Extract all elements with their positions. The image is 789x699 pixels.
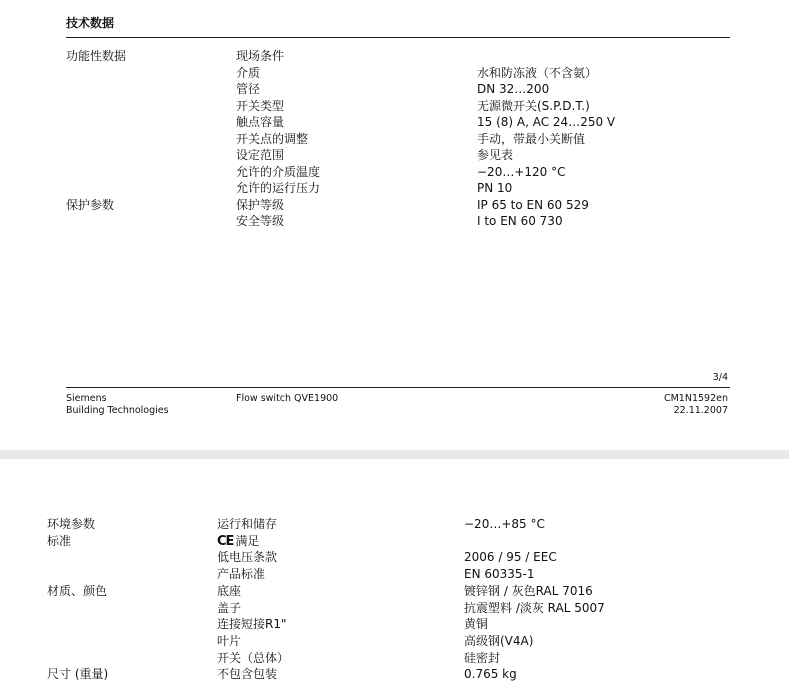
row-parameter (217, 533, 259, 550)
row-value: −20…+85 °C (464, 517, 545, 531)
ce-mark-icon: CE (217, 533, 234, 549)
row-value: 黄铜 (464, 617, 489, 632)
row-category: 环境参数 (47, 517, 96, 531)
row-parameter: 允许的运行压力 (236, 181, 321, 195)
row-value: 水和防冻液（不含氨） (477, 65, 598, 80)
document-page-2 (0, 459, 789, 699)
row-category: 尺寸 (重量) (47, 667, 109, 682)
row-value: 硅密封 (464, 650, 501, 665)
row-parameter: 不包含包装 (217, 667, 278, 682)
row-parameter: 管径 (236, 82, 261, 96)
title-divider (66, 37, 730, 38)
row-parameter: 保护等级 (236, 197, 285, 212)
row-parameter: 开关类型 (236, 98, 285, 113)
row-parameter: 设定范围 (236, 148, 285, 162)
row-parameter-text: 满足 (235, 533, 260, 548)
row-parameter: 产品标准 (217, 567, 266, 582)
row-value: 镀锌钢 / 灰色RAL 7016 (464, 583, 593, 598)
row-category: 功能性数据 (66, 49, 127, 63)
row-parameter: 低电压条款 (217, 550, 278, 565)
row-parameter: 允许的介质温度 (236, 164, 321, 179)
row-value: 无源微开关(S.P.D.T.) (477, 98, 590, 113)
section-title: 技术数据 (66, 16, 115, 30)
row-parameter: 触点容量 (236, 115, 285, 129)
row-parameter: 开关点的调整 (236, 131, 309, 146)
row-parameter: 叶片 (217, 633, 242, 648)
row-category: 材质、颜色 (47, 583, 108, 598)
row-value: 抗震塑料 /淡灰 RAL 5007 (464, 600, 605, 615)
row-value: 2006 / 95 / EEC (464, 550, 557, 565)
row-parameter: 安全等级 (236, 214, 285, 228)
row-parameter: 运行和储存 (217, 517, 278, 531)
row-parameter: 介质 (236, 65, 261, 80)
row-value: DN 32…200 (477, 82, 550, 96)
row-value: EN 60335-1 (464, 567, 535, 582)
row-category: 保护参数 (66, 197, 115, 212)
page-number: 3/4 (712, 372, 728, 383)
row-parameter: 连接短接R1" (217, 617, 287, 632)
row-value: −20…+120 °C (477, 164, 566, 179)
row-parameter: 开关（总体） (217, 650, 290, 665)
footer-doc-id: CM1N1592en (663, 393, 728, 404)
row-value: 15 (8) A, AC 24…250 V (477, 115, 616, 129)
row-value: PN 10 (477, 181, 513, 195)
row-value: IP 65 to EN 60 529 (477, 197, 589, 212)
row-parameter: 底座 (217, 583, 242, 598)
footer-division: Building Technologies (66, 405, 169, 416)
row-parameter: 现场条件 (236, 49, 285, 63)
footer-product: Flow switch QVE1900 (236, 393, 339, 404)
row-parameter: 盖子 (217, 600, 242, 615)
footer-date: 22.11.2007 (673, 405, 728, 416)
footer-divider (66, 387, 730, 388)
row-value: 0.765 kg (464, 667, 517, 682)
row-value: I to EN 60 730 (477, 214, 563, 228)
row-category: 标准 (47, 533, 72, 548)
row-value: 参见表 (477, 148, 514, 162)
footer-company: Siemens (66, 393, 107, 404)
row-value: 手动，带最小关断值 (477, 131, 586, 146)
row-value: 高级钢(V4A) (464, 633, 534, 648)
